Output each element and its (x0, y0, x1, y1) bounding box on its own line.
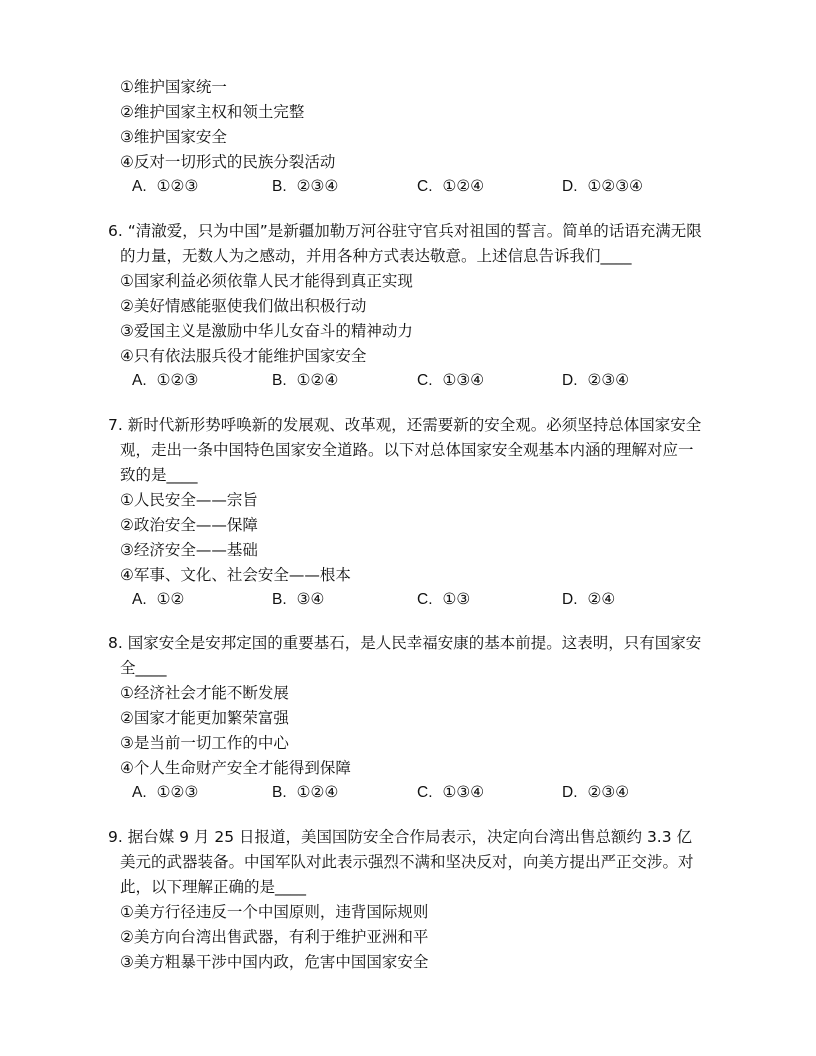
q9-stem-line-3: 此，以下理解正确的是____ (120, 878, 307, 896)
q7-option-b[interactable]: B. ③④ (272, 590, 325, 608)
q8-stem-line-2: 全____ (120, 659, 167, 677)
q7-stem-line-3: 致的是____ (120, 466, 198, 484)
q8-item-3: ③是当前一切工作的中心 (120, 734, 289, 752)
q5-option-d[interactable]: D. ①②③④ (562, 177, 644, 195)
q7-item-3: ③经济安全——基础 (120, 541, 258, 559)
q9-item-1: ①美方行径违反一个中国原则，违背国际规则 (120, 903, 429, 921)
q6-item-4: ④只有依法服兵役才能维护国家安全 (120, 347, 367, 365)
q7-item-2: ②政治安全——保障 (120, 516, 258, 534)
q8-option-d[interactable]: D. ②③④ (562, 783, 630, 801)
q9-stem-line-2: 美元的武器装备。中国军队对此表示强烈不满和坚决反对，向美方提出严正交涉。对 (120, 853, 694, 871)
q8-item-2: ②国家才能更加繁荣富强 (120, 709, 289, 727)
q7-item-1: ①人民安全——宗旨 (120, 491, 258, 509)
q8-option-b[interactable]: B. ①②④ (272, 783, 339, 801)
q8-option-c[interactable]: C. ①③④ (417, 783, 485, 801)
q7-option-a[interactable]: A. ①② (132, 590, 185, 608)
q7-stem-line-1: 7. 新时代新形势呼唤新的发展观、改革观，还需要新的安全观。必须坚持总体国家安全 (108, 416, 702, 434)
q5-item-2: ②维护国家主权和领土完整 (120, 103, 305, 121)
q8-item-1: ①经济社会才能不断发展 (120, 684, 289, 702)
q5-option-a[interactable]: A. ①②③ (132, 177, 199, 195)
q6-stem-line-2: 的力量，无数人为之感动，并用各种方式表达敬意。上述信息告诉我们____ (120, 247, 632, 265)
q7-item-4: ④军事、文化、社会安全——根本 (120, 566, 351, 584)
q6-option-b[interactable]: B. ①②④ (272, 371, 339, 389)
q6-option-a[interactable]: A. ①②③ (132, 371, 199, 389)
q6-option-d[interactable]: D. ②③④ (562, 371, 630, 389)
q7-option-c[interactable]: C. ①③ (417, 590, 471, 608)
q9-item-2: ②美方向台湾出售武器，有利于维护亚洲和平 (120, 928, 429, 946)
q6-item-2: ②美好情感能驱使我们做出积极行动 (120, 297, 367, 315)
q9-stem-line-1: 9. 据台媒 9 月 25 日报道，美国国防安全合作局表示，决定向台湾出售总额约 3.3 亿 (108, 828, 693, 846)
q7-stem-line-2: 观，走出一条中国特色国家安全道路。以下对总体国家安全观基本内涵的理解对应一 (120, 441, 694, 459)
q5-item-4: ④反对一切形式的民族分裂活动 (120, 153, 336, 171)
q6-item-3: ③爱国主义是激励中华儿女奋斗的精神动力 (120, 322, 413, 340)
q7-option-d[interactable]: D. ②④ (562, 590, 616, 608)
q8-stem-line-1: 8. 国家安全是安邦定国的重要基石，是人民幸福安康的基本前提。这表明，只有国家安 (108, 634, 702, 652)
q5-option-b[interactable]: B. ②③④ (272, 177, 339, 195)
q8-item-4: ④个人生命财产安全才能得到保障 (120, 759, 351, 777)
q5-item-1: ①维护国家统一 (120, 78, 227, 96)
q6-item-1: ①国家利益必须依靠人民才能得到真正实现 (120, 272, 413, 290)
q5-item-3: ③维护国家安全 (120, 128, 227, 146)
q8-option-a[interactable]: A. ①②③ (132, 783, 199, 801)
q6-option-c[interactable]: C. ①③④ (417, 371, 485, 389)
q6-stem-line-1: 6. “清澈爱，只为中国”是新疆加勒万河谷驻守官兵对祖国的誓言。简单的话语充满无限 (108, 222, 702, 240)
q5-option-c[interactable]: C. ①②④ (417, 177, 485, 195)
q9-item-3: ③美方粗暴干涉中国内政，危害中国国家安全 (120, 953, 429, 971)
